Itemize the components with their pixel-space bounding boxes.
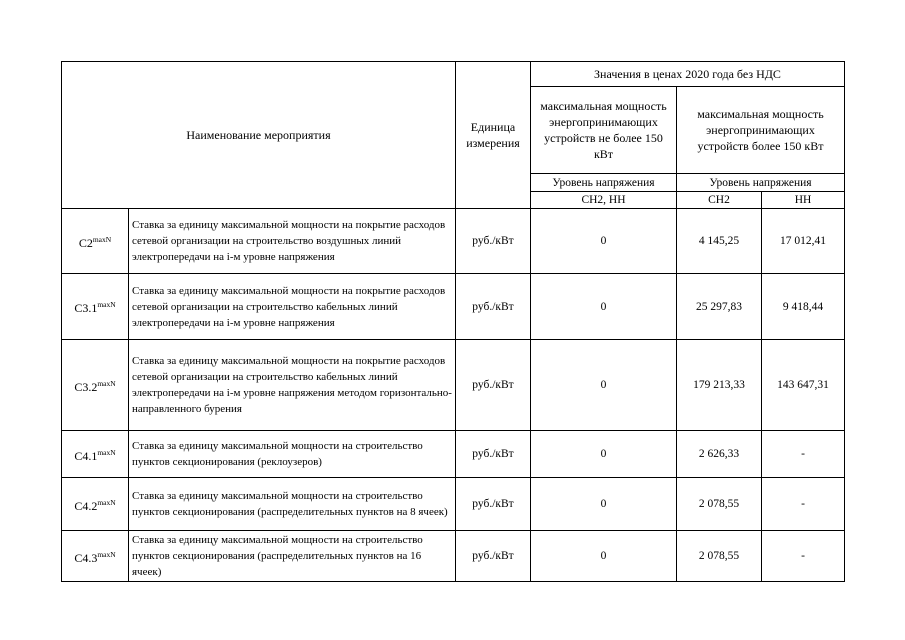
table-row — [62, 431, 845, 478]
row-unit: руб./кВт — [456, 531, 531, 582]
row-value-nn: 9 418,44 — [762, 274, 845, 340]
row-unit: руб./кВт — [456, 209, 531, 274]
row-description: Ставка за единицу максимальной мощности на строительство пунктов секционирования (распределительных пунктов на 16 ячеек) — [129, 531, 456, 582]
row-description: Ставка за единицу максимальной мощности на покрытие расходов сетевой организации на строительство кабельных линий электропередачи на i-м уровне напряжения — [129, 274, 456, 340]
row-code: $С3.2^{maxN}$ — [62, 340, 129, 431]
row-description: Ставка за единицу максимальной мощности на строительство пунктов секционирования (распределительных пунктов на 8 ячеек) — [129, 478, 456, 531]
table-row — [62, 274, 845, 340]
row-value-sn2: 4 145,25 — [677, 209, 762, 274]
header-group-le150: максимальная мощность энергопринимающих устройств не более 150 кВт — [531, 87, 677, 174]
row-value-le150: 0 — [531, 431, 677, 478]
header-group-gt150: максимальная мощность энергопринимающих устройств более 150 кВт — [677, 87, 845, 174]
row-code: $С4.2^{maxN}$ — [62, 478, 129, 531]
row-value-nn: 17 012,41 — [762, 209, 845, 274]
row-unit: руб./кВт — [456, 340, 531, 431]
header-name: Наименование мероприятия — [62, 62, 456, 209]
header-col-nn: НН — [762, 192, 845, 209]
row-description: Ставка за единицу максимальной мощности на покрытие расходов сетевой организации на строительство воздушных линий электропередачи на i-м уровне напряжения — [129, 209, 456, 274]
row-value-le150: 0 — [531, 274, 677, 340]
header-voltage-level-le150: Уровень напряжения — [531, 174, 677, 192]
row-description: Ставка за единицу максимальной мощности на покрытие расходов сетевой организации на строительство кабельных линий электропередачи на i-м уровне напряжения методом горизонтально-направленного бурения — [129, 340, 456, 431]
header-row-1 — [62, 62, 845, 87]
row-value-le150: 0 — [531, 531, 677, 582]
header-col-sn2: СН2 — [677, 192, 762, 209]
row-unit: руб./кВт — [456, 274, 531, 340]
tariff-table — [61, 61, 845, 582]
table-row — [62, 531, 845, 582]
row-code: $С3.1^{maxN}$ — [62, 274, 129, 340]
row-value-nn: - — [762, 431, 845, 478]
row-value-sn2: 2 626,33 — [677, 431, 762, 478]
row-value-le150: 0 — [531, 478, 677, 531]
row-value-sn2: 179 213,33 — [677, 340, 762, 431]
row-unit: руб./кВт — [456, 431, 531, 478]
row-value-sn2: 25 297,83 — [677, 274, 762, 340]
row-value-nn: - — [762, 478, 845, 531]
row-value-le150: 0 — [531, 209, 677, 274]
row-code: $С2^{maxN}$ — [62, 209, 129, 274]
table-row — [62, 209, 845, 274]
table-row — [62, 478, 845, 531]
header-values-title: Значения в ценах 2020 года без НДС — [531, 62, 845, 87]
row-value-sn2: 2 078,55 — [677, 531, 762, 582]
row-value-sn2: 2 078,55 — [677, 478, 762, 531]
row-code: $С4.3^{maxN}$ — [62, 531, 129, 582]
header-unit: Единица измерения — [456, 62, 531, 209]
header-voltage-level-gt150: Уровень напряжения — [677, 174, 845, 192]
header-col-le150: СН2, НН — [531, 192, 677, 209]
row-value-nn: - — [762, 531, 845, 582]
table-row — [62, 340, 845, 431]
row-value-nn: 143 647,31 — [762, 340, 845, 431]
row-value-le150: 0 — [531, 340, 677, 431]
row-unit: руб./кВт — [456, 478, 531, 531]
row-description: Ставка за единицу максимальной мощности на строительство пунктов секционирования (реклоузеров) — [129, 431, 456, 478]
row-code: $С4.1^{maxN}$ — [62, 431, 129, 478]
